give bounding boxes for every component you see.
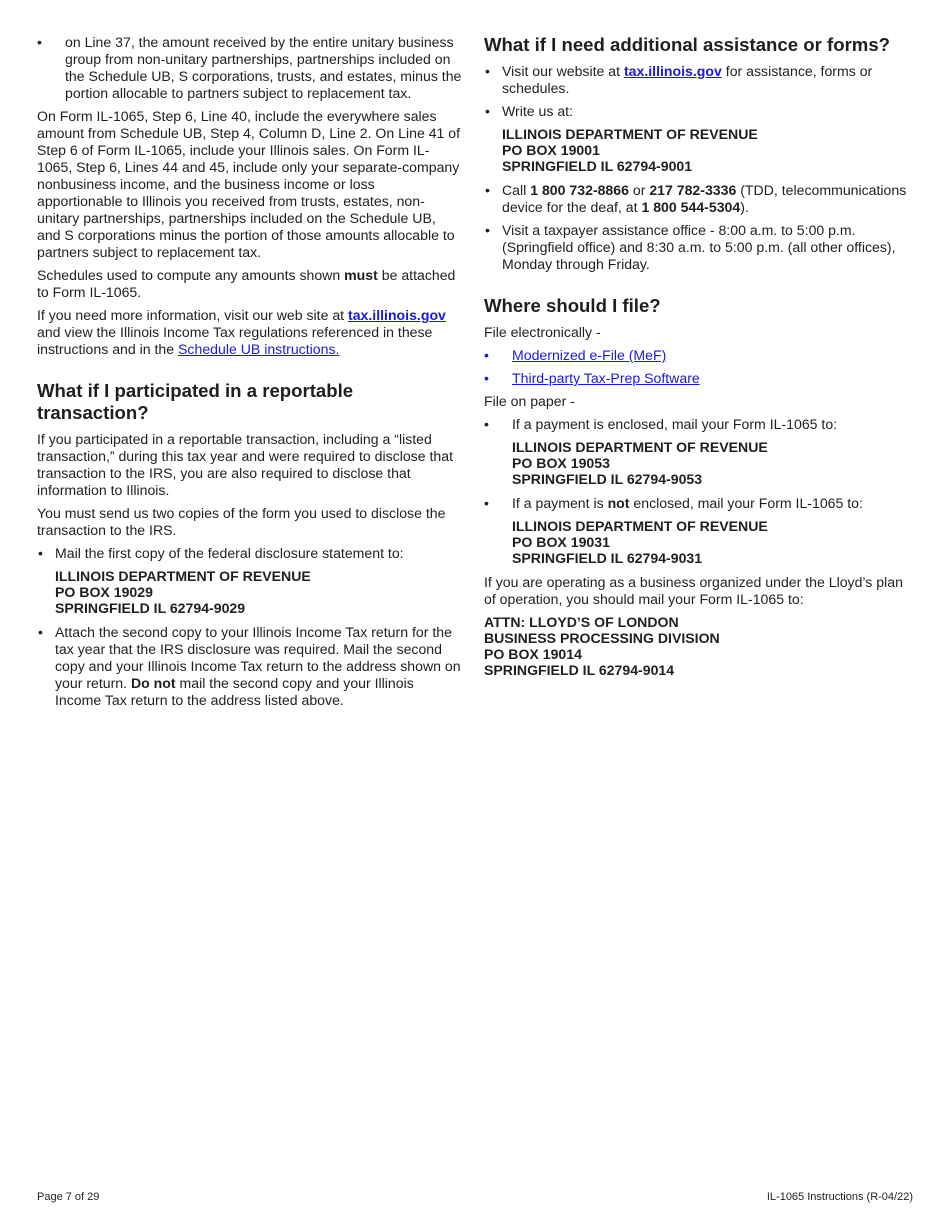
schedule-ub-instructions-link[interactable]: Schedule UB instructions. bbox=[178, 341, 340, 357]
bullet-website: • Visit our website at tax.illinois.gov for assistance, forms or schedules. bbox=[484, 63, 908, 97]
address-payment: ILLINOIS DEPARTMENT OF REVENUE PO BOX 19053 SPRINGFIELD IL 62794-9053 bbox=[512, 439, 768, 487]
bullet-payment-not-enclosed: • If a payment is not enclosed, mail your Form IL-1065 to: bbox=[484, 495, 908, 512]
heading-where-file: Where should I file? bbox=[484, 295, 661, 316]
form-revision: IL-1065 Instructions (R-04/22) bbox=[766, 1191, 913, 1203]
address-lloyds: ATTN: LLOYD’S OF LONDON BUSINESS PROCESSING DIVISION PO BOX 19014 SPRINGFIELD IL 62794-9014 bbox=[484, 614, 720, 678]
bullet-payment-enclosed: • If a payment is enclosed, mail your Form IL-1065 to: bbox=[484, 416, 908, 433]
bullet-visit-office: • Visit a taxpayer assistance office - 8:00 a.m. to 5:00 p.m. (Springfield office) and 8:30 a.m. to 5:00 p.m. (all other offices), Monday through Friday. bbox=[484, 222, 908, 273]
mef-link[interactable]: Modernized e-File (MeF) bbox=[512, 347, 667, 363]
file-on-paper: File on paper - bbox=[484, 393, 575, 409]
bullet-write-us: • Write us at: bbox=[484, 103, 908, 120]
heading-reportable-transaction: What if I participated in a reportable transaction? bbox=[37, 380, 354, 423]
tax-illinois-link[interactable]: tax.illinois.gov bbox=[348, 307, 446, 323]
page-number: Page 7 of 29 bbox=[37, 1191, 100, 1203]
bullet-mef bbox=[484, 347, 908, 364]
bullet-line-37-text: on Line 37, the amount received by the entire unitary business group from non-unitary partnerships, partnerships included on the Schedule UB, S corporations, trusts, and estates, minus the portion allocable to partners subject to replacement tax. bbox=[65, 34, 462, 101]
para-step6: On Form IL-1065, Step 6, Line 40, include the everywhere sales amount from Schedule UB, Step 4, Column D, Line 2. On Line 41 of Step 6 of Form IL-1065, include your Illinois sales. On Form IL-1065, Step 6, Lines 44 and 45, include only your separate-company nonbusiness income, and the business income or loss apportionable to Illinois you received from trusts, estates, non-unitary partnerships, partnerships included on the Schedule UB, and S corporations minus the portion of those amounts allocable to partners subject to replacement tax. bbox=[37, 108, 461, 260]
bullet-attach-second-copy: • Attach the second copy to your Illinois Income Tax return for the tax year that the IRS disclosure was required. Mail the second copy and your Illinois Income Tax return to the address shown on your return. Do not mail the second copy and your Illinois Income Tax return to the address listed above. bbox=[37, 624, 463, 709]
heading-assistance: What if I need additional assistance or forms? bbox=[484, 34, 891, 55]
address-disclosure: ILLINOIS DEPARTMENT OF REVENUE PO BOX 19029 SPRINGFIELD IL 62794-9029 bbox=[55, 568, 311, 616]
bullet-line-37 bbox=[37, 34, 463, 102]
tax-illinois-link-2[interactable]: tax.illinois.gov bbox=[623, 63, 722, 79]
bullet-mail-first-copy: • Mail the first copy of the federal disclosure statement to: bbox=[37, 545, 463, 562]
address-write-us: ILLINOIS DEPARTMENT OF REVENUE PO BOX 19001 SPRINGFIELD IL 62794-9001 bbox=[502, 126, 758, 174]
right-column bbox=[484, 34, 908, 686]
bullet-software bbox=[484, 370, 908, 387]
address-no-payment: ILLINOIS DEPARTMENT OF REVENUE PO BOX 19031 SPRINGFIELD IL 62794-9031 bbox=[512, 518, 768, 566]
bullet-call: • Call 1 800 732-8866 or 217 782-3336 (TDD, telecommunications device for the deaf, at 1 800 544-5304). bbox=[484, 182, 908, 216]
para-reportable: If you participated in a reportable transaction, including a “listed transaction,” during this tax year and were required to disclose that transaction to the IRS, you are also required to disclose that information to Illinois. bbox=[37, 431, 453, 498]
para-two-copies: You must send us two copies of the form you used to disclose the transaction to the IRS. bbox=[37, 505, 446, 538]
left-column bbox=[37, 34, 463, 715]
tax-prep-software-link[interactable]: Third-party Tax-Prep Software bbox=[512, 370, 700, 386]
file-electronically: File electronically - bbox=[484, 324, 601, 340]
para-schedules: Schedules used to compute any amounts shown must be attached to Form IL-1065. bbox=[37, 267, 456, 300]
para-lloyds: If you are operating as a business organized under the Lloyd’s plan of operation, you should mail your Form IL-1065 to: bbox=[484, 574, 903, 607]
para-more-info: If you need more information, visit our web site at tax.illinois.gov and view the Illinois Income Tax regulations referenced in these instructions and in the Schedule UB instructions. bbox=[37, 307, 446, 357]
